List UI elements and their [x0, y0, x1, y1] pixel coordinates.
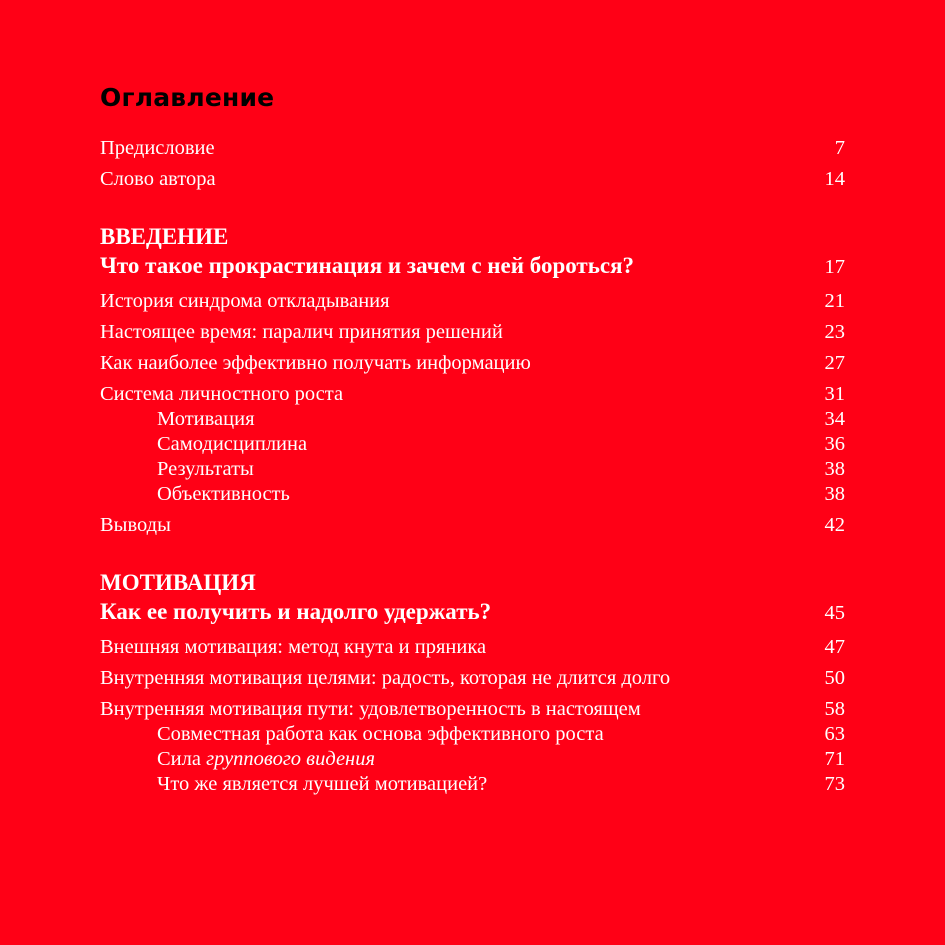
toc-entry[interactable]	[100, 513, 845, 538]
toc-entry-label: Настоящее время: паралич принятия решений	[100, 321, 503, 343]
toc-entry-author-word[interactable]	[100, 167, 845, 192]
toc-entry-page: 27	[824, 352, 845, 374]
toc-entry-label: Внешняя мотивация: метод кнута и пряника	[100, 636, 487, 658]
toc-subentry[interactable]	[100, 747, 845, 772]
toc-entry-label-prefix: Сила	[157, 748, 207, 770]
toc-entry-page: 7	[834, 137, 845, 159]
section-subheading-row[interactable]	[100, 597, 845, 627]
toc-entry-page: 71	[824, 748, 845, 770]
page-title: Оглавление	[100, 83, 275, 112]
toc-entry-label: Объективность	[157, 483, 290, 505]
section-subheading-row[interactable]	[100, 251, 845, 281]
toc-entry-label: Выводы	[100, 514, 171, 536]
section-subheading: Что такое прокрастинация и зачем с ней бороться?	[100, 253, 635, 278]
toc-entry-label: Внутренняя мотивация целями: радость, которая не длится долго	[100, 667, 671, 689]
toc-entry-page: 58	[824, 698, 845, 720]
toc-entry-page: 45	[824, 602, 845, 624]
toc-entry[interactable]	[100, 320, 845, 345]
toc-entry-label: Внутренняя мотивация пути: удовлетворенность в настоящем	[100, 698, 641, 720]
toc-entry-label: Мотивация	[157, 408, 255, 430]
toc-entry[interactable]	[100, 635, 845, 660]
toc-entry-label: Самодисциплина	[157, 433, 308, 455]
toc-entry-label	[157, 747, 375, 772]
toc-entry-label: Совместная работа как основа эффективного роста	[157, 723, 604, 745]
toc-entry-page: 36	[824, 433, 845, 455]
toc-entry-page: 63	[824, 723, 845, 745]
toc-entry-label: Система личностного роста	[100, 383, 344, 405]
section-heading: МОТИВАЦИЯ	[100, 570, 256, 595]
toc-subentry[interactable]	[100, 722, 845, 747]
toc-entry-preface[interactable]	[100, 136, 845, 161]
toc-subentry[interactable]	[100, 482, 845, 507]
toc-entry[interactable]	[100, 666, 845, 691]
toc-entry[interactable]	[100, 382, 845, 407]
toc-entry-page: 50	[824, 667, 845, 689]
toc-entry-page: 47	[824, 636, 845, 658]
toc-entry-page: 38	[824, 458, 845, 480]
section-heading: ВВЕДЕНИЕ	[100, 224, 229, 249]
toc-entry-label: Как наиболее эффективно получать информацию	[100, 352, 531, 374]
section-subheading: Как ее получить и надолго удержать?	[100, 599, 492, 624]
table-of-contents	[100, 83, 845, 797]
toc-entry-label: Результаты	[157, 458, 254, 480]
toc-entry-page: 31	[824, 383, 845, 405]
toc-subentry[interactable]	[100, 432, 845, 457]
toc-entry-label-italic: группового видения	[206, 748, 376, 770]
toc-entry-page: 21	[824, 290, 845, 312]
toc-entry[interactable]	[100, 351, 845, 376]
toc-entry-label: История синдрома откладывания	[100, 290, 390, 312]
toc-subentry[interactable]	[100, 407, 845, 432]
toc-entry-page: 42	[824, 514, 845, 536]
toc-subentry[interactable]	[100, 457, 845, 482]
toc-entry-label: Предисловие	[100, 137, 215, 159]
toc-entry-label: Что же является лучшей мотивацией?	[157, 773, 488, 795]
toc-subentry[interactable]	[100, 772, 845, 797]
toc-entry-page: 23	[824, 321, 845, 343]
toc-entry-page: 38	[824, 483, 845, 505]
toc-entry-page: 73	[824, 773, 845, 795]
toc-entry-page: 34	[824, 408, 845, 430]
toc-entry-label: Слово автора	[100, 168, 216, 190]
toc-entry-page: 14	[824, 168, 845, 190]
toc-entry[interactable]	[100, 697, 845, 722]
toc-entry-page: 17	[824, 256, 845, 278]
toc-entry[interactable]	[100, 289, 845, 314]
